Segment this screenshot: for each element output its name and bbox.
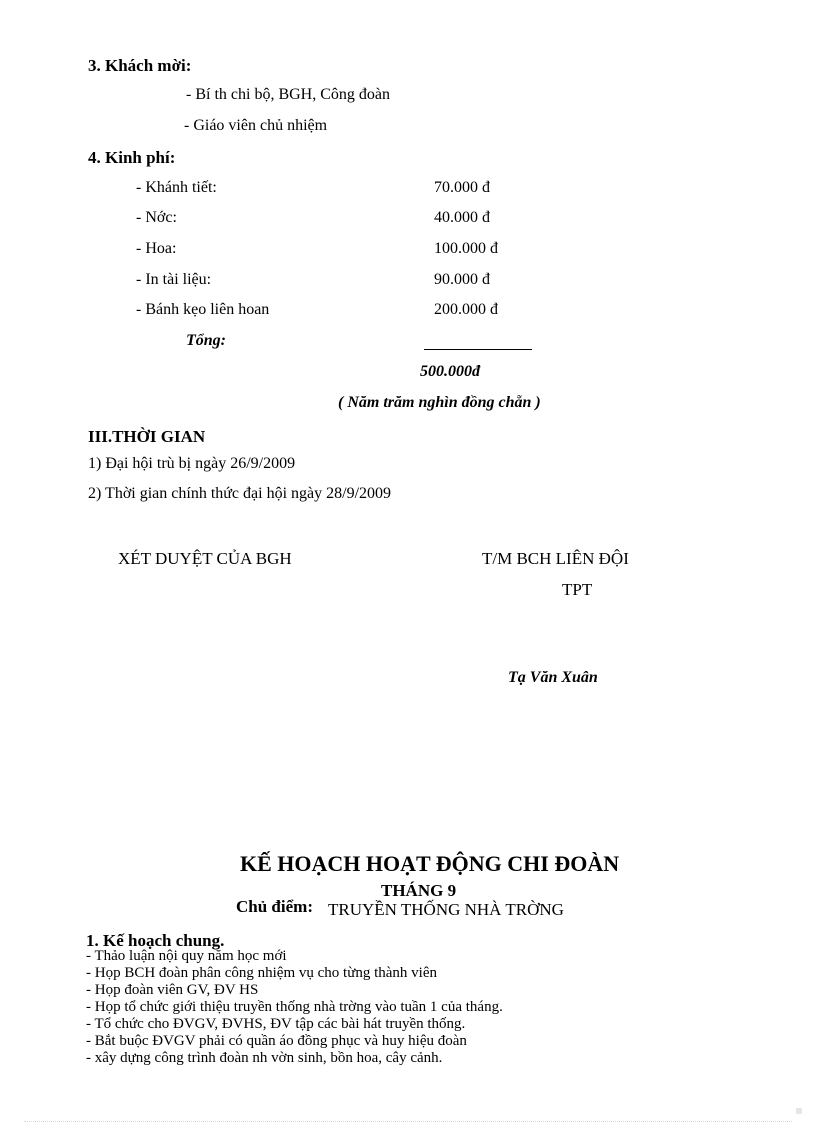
time-item: 2) Thời gian chính thức đại hội ngày 28/9/2009 — [88, 485, 392, 502]
plan-item: - Bắt buộc ĐVGV phải có quần áo đồng phục và huy hiệu đoàn — [86, 1033, 467, 1049]
committee-label: T/M BCH LIÊN ĐỘI — [482, 549, 629, 568]
plan-theme: TRUYỀN THỐNG NHÀ TRỜNG — [328, 900, 564, 919]
page-corner-mark — [796, 1108, 802, 1114]
plan-item: - Tổ chức cho ĐVGV, ĐVHS, ĐV tập các bài hát truyền thống. — [86, 1016, 466, 1032]
guests-heading: 3. Khách mời: — [88, 56, 192, 75]
plan-item: - Họp đoàn viên GV, ĐV HS — [86, 982, 259, 998]
guest-item: - Giáo viên chủ nhiệm — [184, 117, 328, 134]
plan-item: - Họp tổ chức giới thiệu truyền thống nhà trờng vào tuần 1 của tháng. — [86, 999, 503, 1015]
budget-amount: 40.000 đ — [434, 209, 490, 226]
budget-label: - Hoa: — [136, 240, 177, 257]
plan-section-heading: 1. Kế hoạch chung. — [86, 931, 225, 950]
plan-month: THÁNG 9 — [381, 881, 457, 900]
total-in-words: ( Năm trăm nghìn đồng chẵn ) — [338, 394, 541, 411]
plan-theme-label: Chủ điểm: — [236, 897, 313, 916]
budget-heading: 4. Kinh phí: — [88, 148, 176, 167]
budget-label: - Nớc: — [136, 209, 177, 226]
plan-title: KẾ HOẠCH HOẠT ĐỘNG CHI ĐOÀN — [240, 851, 620, 876]
total-label: Tổng: — [186, 332, 226, 349]
total-divider — [424, 349, 532, 350]
plan-item: - Họp BCH đoàn phân công nhiệm vụ cho từng thành viên — [86, 965, 437, 981]
total-amount: 500.000đ — [420, 363, 480, 380]
budget-amount: 200.000 đ — [434, 301, 498, 318]
signer-name: Tạ Văn Xuân — [508, 669, 598, 686]
budget-amount: 90.000 đ — [434, 271, 490, 288]
plan-item: - xây dựng công trình đoàn nh vờn sinh, bồn hoa, cây cảnh. — [86, 1050, 443, 1066]
time-heading: III.THỜI GIAN — [88, 427, 206, 446]
budget-label: - Khánh tiết: — [136, 179, 217, 196]
approval-label: XÉT DUYỆT CỦA BGH — [118, 549, 292, 568]
budget-label: - Bánh kẹo liên hoan — [136, 301, 270, 318]
budget-amount: 70.000 đ — [434, 179, 490, 196]
budget-label: - In tài liệu: — [136, 271, 212, 288]
committee-role: TPT — [562, 580, 593, 599]
plan-item: - Thảo luận nội quy năm học mới — [86, 948, 287, 964]
guest-item: - Bí th chi bộ, BGH, Công đoàn — [186, 86, 390, 103]
page-bottom-border — [24, 1121, 792, 1122]
time-item: 1) Đại hội trù bị ngày 26/9/2009 — [88, 455, 296, 472]
budget-amount: 100.000 đ — [434, 240, 498, 257]
